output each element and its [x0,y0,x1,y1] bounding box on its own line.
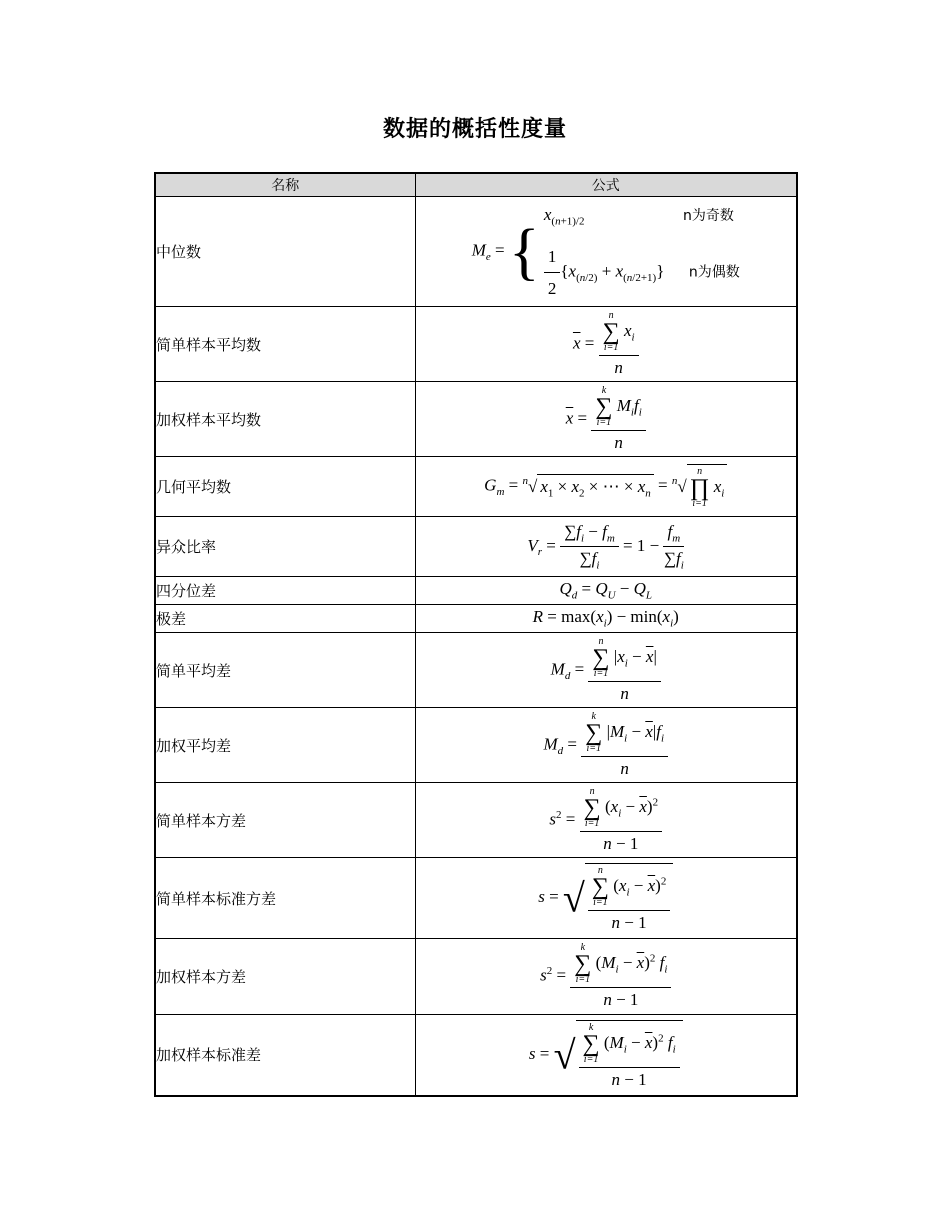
header-formula: 公式 [415,173,797,197]
row-name: 加权平均差 [155,708,415,783]
formula-simple-mean-deviation: $M_d$ = n ∑ i=1 $|x_i - \overline{x}|$ n [415,633,797,708]
formula-weighted-variance: $s^2$ = k ∑ i=1 $(M_i - \overline{x})^2$ $f_i$ n − 1 [415,939,797,1015]
table-row [155,457,797,517]
table-row [155,708,797,783]
table-row [155,577,797,605]
formula-weighted-mean-deviation: $M_d$ = k ∑ i=1 $|M_i - \overline{x}|f_i$ n [415,708,797,783]
table-row [155,858,797,939]
row-name: 简单样本平均数 [155,307,415,382]
page-title: 数据的概括性度量 [382,117,567,142]
row-name: 简单平均差 [155,633,415,708]
table-row [155,307,797,382]
table-row [155,939,797,1015]
row-name: 简单样本标准方差 [155,858,415,939]
median-odd-note: n为奇数 [683,207,734,224]
formula-median: $M_e$ = { $x_{(n+1)/2}$ n为奇数 $\frac{1}{2}$ $\{x_{(n/2)} + x_{(n/2+1)}\}$ n为偶数 [415,197,797,307]
table-header-row [155,173,797,197]
formula-geometric-mean: $G_m = ^n√$ $x_1 \times x_2$ × ⋯ × $x_n = ^n√$ n ∏ i=1 $x_i$ [415,457,797,517]
formula-quartile-deviation: $Q_d = Q_U - Q_L$ [415,577,797,605]
formula-range: $R = \max(x_i) - \min(x_i)$ [415,605,797,633]
formula-simple-std: s = √ n ∑ i=1 $(x_i - \overline{x})^2$ n − 1 [415,858,797,939]
table-row [155,605,797,633]
row-name: 中位数 [155,197,415,307]
header-name: 名称 [155,173,415,197]
row-name: 加权样本平均数 [155,382,415,457]
formula-variation-ratio: $V_r$ = $\frac{\sum f_i - f_m}{\sum f_i}$ = 1 − $\frac{f_m}{\sum f_i}$ [415,517,797,577]
table-row [155,633,797,708]
table-row [155,197,797,307]
formula-simple-mean: $\overline{x}$ = n ∑ i=1 $x_i$ n [415,307,797,382]
row-name: 加权样本标准差 [155,1015,415,1096]
row-name: 四分位差 [155,577,415,605]
table-row [155,517,797,577]
row-name: 加权样本方差 [155,939,415,1015]
table-row [155,382,797,457]
table-row [155,783,797,858]
median-even-note: n为偶数 [688,264,740,281]
row-name: 几何平均数 [155,457,415,517]
row-name: 极差 [155,605,415,633]
formula-simple-variance: $s^2$ = n ∑ i=1 $(x_i - \overline{x})^2$ n − 1 [415,783,797,858]
row-name: 异众比率 [155,517,415,577]
formula-table [154,172,798,1097]
formula-weighted-mean: $\overline{x}$ = k ∑ i=1 $M_if_i$ n [415,382,797,457]
row-name: 简单样本方差 [155,783,415,858]
formula-weighted-std: s = √ k ∑ i=1 $(M_i - \overline{x})^2$ $f_i$ n − 1 [415,1015,797,1096]
table-row [155,1015,797,1096]
